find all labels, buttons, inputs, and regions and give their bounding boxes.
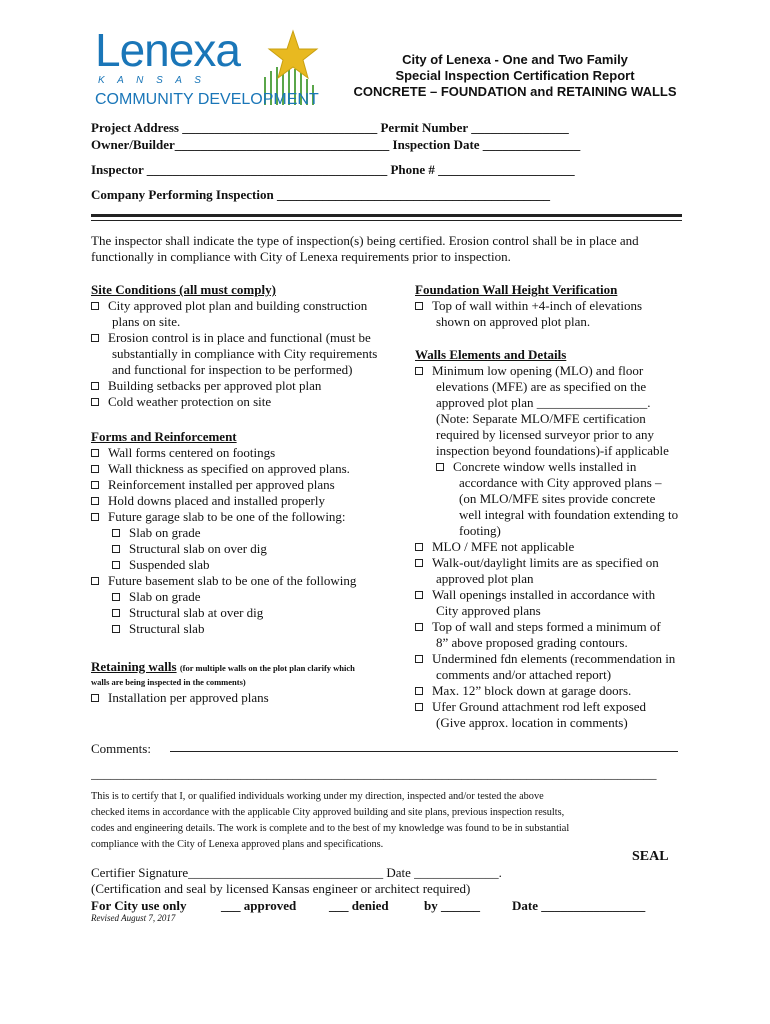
checklist-item[interactable]: Reinforcement installed per approved plans — [91, 477, 401, 493]
checklist-item-cont: plans on site. — [112, 314, 181, 329]
seal-label: SEAL — [632, 849, 669, 864]
checkbox[interactable] — [415, 559, 423, 567]
checklist-subitem[interactable]: Slab on grade — [91, 589, 401, 605]
site-conditions-section — [91, 282, 401, 410]
checkbox[interactable] — [91, 465, 99, 473]
checklist-item-cont: approved plot plan _________________. — [436, 395, 651, 410]
checklist-subitem[interactable]: Slab on grade — [91, 525, 401, 541]
retaining-walls-section — [91, 659, 411, 706]
checklist-item[interactable]: MLO / MFE not applicable — [415, 539, 705, 555]
checkbox[interactable] — [436, 463, 444, 471]
comments-line-1[interactable] — [170, 751, 678, 752]
checklist-subitem[interactable]: Structural slab on over dig — [91, 541, 401, 557]
checklist-item-cont: accordance with City approved plans – — [459, 475, 662, 490]
title-line-1: City of Lenexa - One and Two Family — [402, 52, 628, 67]
checkbox[interactable] — [415, 302, 423, 310]
forms-title: Forms and Reinforcement — [91, 429, 237, 444]
retaining-note-cont: walls are being inspected in the comments) — [91, 677, 246, 687]
checkbox[interactable] — [415, 591, 423, 599]
checkbox[interactable] — [91, 694, 99, 702]
checkbox[interactable] — [91, 513, 99, 521]
title-line-2: Special Inspection Certification Report — [395, 68, 635, 83]
retaining-walls-title: Retaining walls — [91, 659, 177, 674]
checklist-item[interactable]: Minimum low opening (MLO) and floor — [415, 363, 705, 379]
checkbox[interactable] — [112, 545, 120, 553]
checklist-item[interactable]: Cold weather protection on site — [91, 394, 401, 410]
height-title: Foundation Wall Height Verification — [415, 282, 618, 297]
comments-line-2[interactable]: _______________________________________________________________________________________ — [91, 766, 657, 781]
walls-title: Walls Elements and Details — [415, 347, 567, 362]
report-title — [340, 52, 690, 100]
checkbox[interactable] — [91, 577, 99, 585]
checklist-subitem[interactable]: Concrete window wells installed in — [415, 459, 705, 475]
checklist-item[interactable]: Wall openings installed in accordance with — [415, 587, 705, 603]
checkbox[interactable] — [91, 497, 99, 505]
checklist-item-cont: (Note: Separate MLO/MFE certification — [436, 411, 646, 426]
checklist-item-cont: (on MLO/MFE sites provide concrete — [459, 491, 656, 506]
title-line-3: CONCRETE – FOUNDATION and RETAINING WALLS — [353, 84, 677, 99]
city-use-label: For City use only — [91, 898, 187, 913]
checklist-item[interactable]: Future basement slab to be one of the following — [91, 573, 401, 589]
checklist-item-cont: inspection beyond foundations)-if applicable — [436, 443, 669, 458]
checkbox[interactable] — [415, 655, 423, 663]
owner-builder-field[interactable]: Owner/Builder_________________________________ Inspection Date _______________ — [91, 137, 581, 152]
checklist-item[interactable]: Top of wall within +4-inch of elevations — [415, 298, 705, 314]
checkbox[interactable] — [415, 367, 423, 375]
checklist-item[interactable]: City approved plot plan and building construction — [91, 298, 401, 314]
checkbox[interactable] — [415, 687, 423, 695]
checklist-item-cont: shown on approved plot plan. — [436, 314, 591, 329]
checkbox[interactable] — [415, 623, 423, 631]
checklist-item[interactable]: Top of wall and steps formed a minimum of — [415, 619, 705, 635]
inspector-field[interactable]: Inspector _____________________________________ Phone # _____________________ — [91, 162, 575, 177]
checklist-item-cont: substantially in compliance with City requirements — [112, 346, 378, 361]
logo-name: Lenexa — [95, 24, 240, 76]
checklist-item[interactable]: Hold downs placed and installed properly — [91, 493, 401, 509]
certification-text: This is to certify that I, or qualified individuals working under my direction, inspected and/or tested the above checked items in accordance with the applicable City approved building and site plans, previous inspection results, codes and engineering details. The work is complete and to the best of my knowledge was found to be in substantial compliance with the City of Lenexa approved plans and specifications. — [91, 791, 570, 850]
checklist-item[interactable]: Max. 12” block down at garage doors. — [415, 683, 705, 699]
checkbox[interactable] — [112, 529, 120, 537]
project-address-field[interactable]: Project Address ______________________________ Permit Number _______________ — [91, 120, 569, 135]
checkbox[interactable] — [415, 543, 423, 551]
checklist-item[interactable]: Erosion control is in place and functional (must be — [91, 330, 401, 346]
checklist-subitem[interactable]: Suspended slab — [91, 557, 401, 573]
checklist-item-cont: footing) — [459, 523, 501, 538]
checklist-item[interactable]: Wall thickness as specified on approved plans. — [91, 461, 401, 477]
checkbox[interactable] — [91, 382, 99, 390]
revised-date: Revised August 7, 2017 — [91, 913, 176, 923]
checklist-item[interactable]: Installation per approved plans — [91, 690, 411, 706]
checklist-subitem[interactable]: Structural slab — [91, 621, 401, 637]
comments-label: Comments: — [91, 741, 151, 756]
checkbox[interactable] — [91, 398, 99, 406]
checklist-item-cont: and functional for inspection to be performed) — [112, 362, 353, 377]
checkbox[interactable] — [112, 609, 120, 617]
checkbox[interactable] — [112, 593, 120, 601]
checklist-item[interactable]: Walk-out/daylight limits are as specified on — [415, 555, 705, 571]
retaining-note: (for multiple walls on the plot plan clarify which — [179, 663, 355, 673]
forms-section — [91, 429, 401, 637]
height-verification-section — [415, 282, 705, 330]
checkbox[interactable] — [91, 481, 99, 489]
checklist-item[interactable]: Undermined fdn elements (recommendation in — [415, 651, 705, 667]
site-conditions-title: Site Conditions (all must comply) — [91, 282, 276, 297]
checkbox[interactable] — [112, 625, 120, 633]
checklist-item-cont: approved plot plan — [436, 571, 534, 586]
divider — [91, 214, 682, 217]
logo-state: K A N S A S — [98, 75, 206, 86]
checkbox[interactable] — [112, 561, 120, 569]
checklist-subitem[interactable]: Structural slab at over dig — [91, 605, 401, 621]
logo-department: COMMUNITY DEVELOPMENT — [95, 91, 319, 108]
checklist-item-cont: well integral with foundation extending to — [459, 507, 679, 522]
certifier-signature-field[interactable]: Certifier Signature______________________________ Date _____________. — [91, 865, 502, 880]
checklist-item[interactable]: Building setbacks per approved plot plan — [91, 378, 401, 394]
checklist-item[interactable]: Wall forms centered on footings — [91, 445, 401, 461]
checklist-item-cont: City approved plans — [436, 603, 541, 618]
checklist-item[interactable]: Future garage slab to be one of the following: — [91, 509, 401, 525]
checkbox[interactable] — [91, 334, 99, 342]
checklist-item-cont: elevations (MFE) are as specified on the — [436, 379, 647, 394]
checkbox[interactable] — [415, 703, 423, 711]
divider-thin — [91, 220, 682, 221]
company-field[interactable]: Company Performing Inspection __________________________________________ — [91, 187, 550, 202]
date-field[interactable]: Date ________________ — [512, 898, 646, 913]
checklist-item-cont: 8” above proposed grading contours. — [436, 635, 628, 650]
intro-text: The inspector shall indicate the type of inspection(s) being certified. Erosion control shall be in place and functionally in compliance with City of Lenexa requirements prior to inspection. — [91, 233, 639, 264]
checklist-item[interactable]: Ufer Ground attachment rod left exposed — [415, 699, 705, 715]
approved-field[interactable]: ___ approved — [221, 898, 297, 913]
logo — [95, 25, 325, 115]
checklist-item-cont: comments and/or attached report) — [436, 667, 612, 682]
certification-note: (Certification and seal by licensed Kansas engineer or architect required) — [91, 881, 471, 896]
checkbox[interactable] — [91, 302, 99, 310]
denied-field[interactable]: ___ denied — [329, 898, 389, 913]
walls-elements-section — [415, 347, 705, 731]
by-field[interactable]: by ______ — [424, 898, 480, 913]
checklist-item-cont: required by licensed surveyor prior to any — [436, 427, 655, 442]
checkbox[interactable] — [91, 449, 99, 457]
checklist-item-cont: (Give approx. location in comments) — [436, 715, 628, 730]
